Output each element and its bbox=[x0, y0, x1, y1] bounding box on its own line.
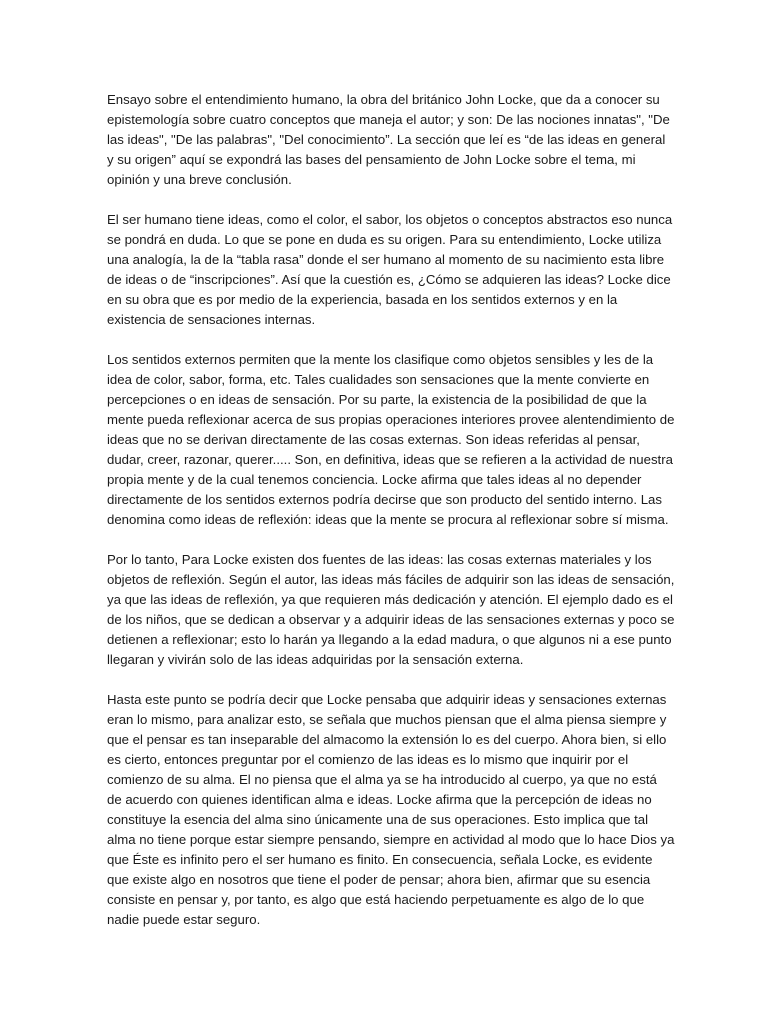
paragraph-introduction: Ensayo sobre el entendimiento humano, la obra del británico John Locke, que da a conocer su epistemología sobre cuatro conceptos que maneja el autor; y son: De las nociones innatas", "De las ideas", "De las palabras", "Del conocimiento”. La sección que leí es “de las ideas en general y su origen” aquí se expondrá las bases del pensamiento de John Locke sobre el tema, mi opinión y una breve conclusión. bbox=[107, 92, 670, 187]
paragraph-external-senses: Los sentidos externos permiten que la mente los clasifique como objetos sensibles y les de la idea de color, sabor, forma, etc. Tales cualidades son sensaciones que la mente convierte en percepciones o en ideas de sensación. Por su parte, la existencia de la posibilidad de que la mente pueda reflexionar acerca de sus propias operaciones interiores provee alentendimiento de ideas que no se derivan directamente de las cosas externas. Son ideas referidas al pensar, dudar, creer, razonar, querer..... Son, en definitiva, ideas que se refieren a la actividad de nuestra propia mente y de la cual tenemos conciencia. Locke afirma que tales ideas al no depender directamente de los sentidos externos podría decirse que son producto del sentido interno. Las denomina como ideas de reflexión: ideas que la mente se procura al reflexionar sobre sí misma. bbox=[107, 352, 675, 527]
document-page bbox=[107, 90, 675, 950]
paragraph-origin-of-ideas: El ser humano tiene ideas, como el color, el sabor, los objetos o conceptos abstractos eso nunca se pondrá en duda. Lo que se pone en duda es su origen. Para su entendimiento, Locke utiliza una analogía, la de la “tabla rasa” donde el ser humano al momento de su nacimiento esta libre de ideas o de “inscripciones”. Así que la cuestión es, ¿Cómo se adquieren las ideas? Locke dice en su obra que es por medio de la experiencia, basada en los sentidos externos y en la existencia de sensaciones internas. bbox=[107, 212, 673, 327]
paragraph-two-sources: Por lo tanto, Para Locke existen dos fuentes de las ideas: las cosas externas materiales y los objetos de reflexión. Según el autor, las ideas más fáciles de adquirir son las ideas de sensación, ya que las ideas de reflexión, ya que requieren más dedicación y atención. El ejemplo dado es el de los niños, que se dedican a observar y a adquirir ideas de las sensaciones externas y poco se detienen a reflexionar; esto lo harán ya llegando a la edad madura, o que algunos ni a ese punto llegaran y vivirán solo de las ideas adquiridas por la sensación externa. bbox=[107, 552, 675, 667]
paragraph-soul-and-thought: Hasta este punto se podría decir que Locke pensaba que adquirir ideas y sensaciones externas eran lo mismo, para analizar esto, se señala que muchos piensan que el alma piensa siempre y que el pensar es tan inseparable del almacomo la extensión lo es del cuerpo. Ahora bien, si ello es cierto, entonces preguntar por el comienzo de las ideas es lo mismo que inquirir por el comienzo de su alma. El no piensa que el alma ya se ha introducido al cuerpo, ya que no está de acuerdo con quienes identifican alma e ideas. Locke afirma que la percepción de ideas no constituye la esencia del alma sino únicamente una de sus operaciones. Esto implica que tal alma no tiene porque estar siempre pensando, siempre en actividad al modo que lo hace Dios ya que Éste es infinito pero el ser humano es finito. En consecuencia, señala Locke, es evidente que existe algo en nosotros que tiene el poder de pensar; ahora bien, afirmar que su esencia consiste en pensar y, por tanto, es algo que está haciendo perpetuamente es algo de lo que nadie puede estar seguro. bbox=[107, 692, 675, 927]
